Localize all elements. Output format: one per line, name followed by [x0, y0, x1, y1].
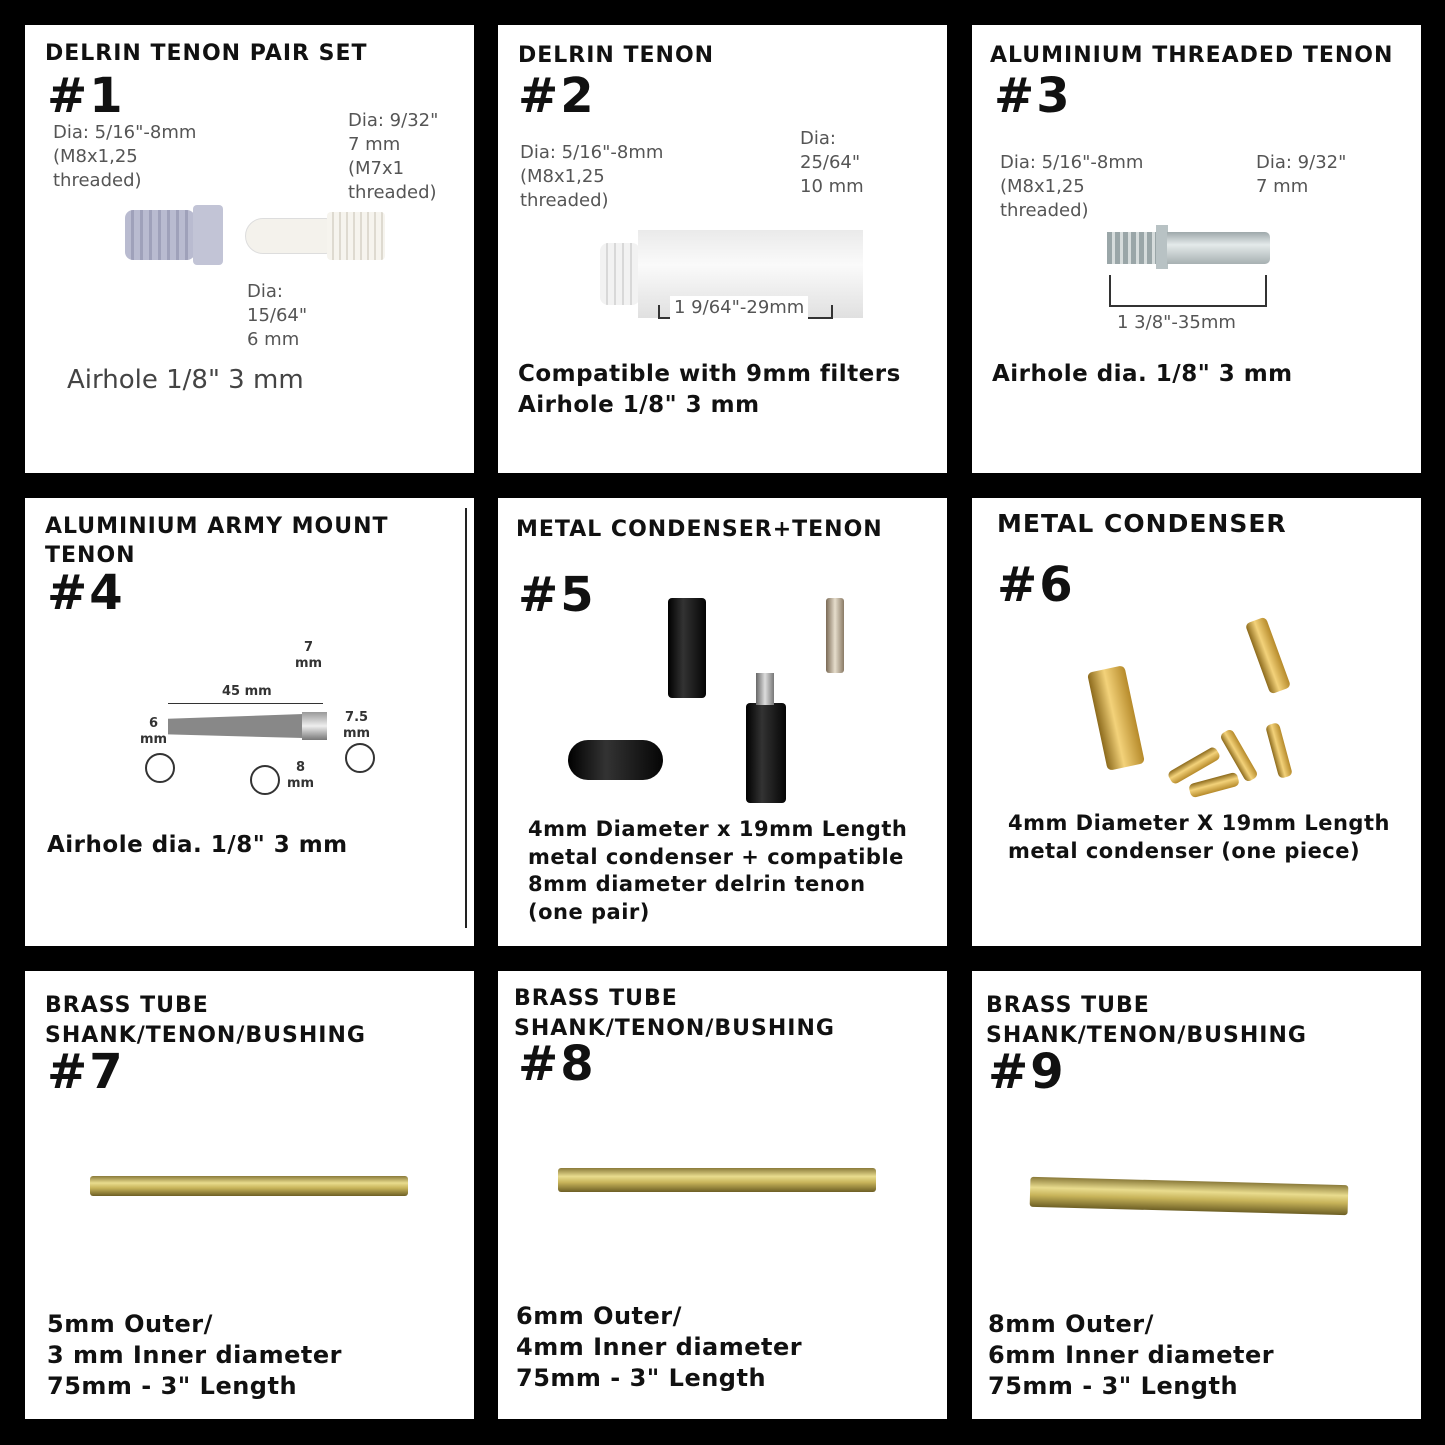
product-card-7[interactable]: [25, 971, 474, 1419]
product-title: BRASS TUBE SHANK/TENON/BUSHING: [986, 993, 1307, 1048]
product-number: #1: [47, 68, 125, 124]
annotation: Dia: 9/32" 7 mm (M7x1 threaded): [348, 110, 439, 203]
annotation: Dia: 5/16"-8mm (M8x1,25 threaded): [53, 122, 197, 191]
caption: Airhole 1/8" 3 mm: [67, 365, 304, 395]
dimension-label: 1 9/64"-29mm: [670, 296, 808, 320]
diameter-icon: [345, 743, 375, 773]
product-card-3[interactable]: [972, 25, 1421, 473]
caption: 4mm Diameter x 19mm Length metal condenser + compatible 8mm diameter delrin tenon (one pair): [528, 817, 908, 924]
product-number: #7: [47, 1044, 125, 1100]
brass-tube-image: [1030, 1177, 1349, 1215]
annotation: 6 mm: [140, 716, 168, 747]
brass-tube-image: [558, 1168, 876, 1192]
black-tenon-image: [568, 740, 663, 780]
product-number: #3: [994, 68, 1072, 124]
condenser-image: [756, 673, 774, 705]
product-card-1[interactable]: [25, 25, 474, 473]
army-tenon-image: [168, 714, 303, 738]
condenser-image: [1087, 665, 1145, 771]
product-title: BRASS TUBE SHANK/TENON/BUSHING: [45, 993, 366, 1048]
black-tenon-image: [668, 598, 706, 698]
product-card-4[interactable]: [25, 498, 474, 946]
tenon-collar-image: [193, 205, 223, 265]
aluminium-tenon-image: [1167, 232, 1270, 264]
brass-tube-image: [90, 1176, 408, 1196]
caption: 6mm Outer/ 4mm Inner diameter 75mm - 3" Length: [516, 1302, 803, 1392]
product-title: ALUMINIUM ARMY MOUNT TENON: [45, 514, 389, 568]
threaded-tenon-image: [125, 210, 195, 260]
annotation: Dia: 15/64" 6 mm: [247, 281, 308, 350]
dimension-line: [168, 703, 323, 704]
annotation: 45 mm: [222, 684, 272, 699]
dimension-label: 1 3/8"-35mm: [1117, 312, 1236, 333]
product-number: #8: [518, 1036, 596, 1092]
product-title: BRASS TUBE SHANK/TENON/BUSHING: [514, 986, 835, 1041]
caption: Compatible with 9mm filters Airhole 1/8" 3 mm: [518, 361, 901, 418]
caption: 4mm Diameter X 19mm Length metal condenser (one piece): [1008, 811, 1390, 863]
condenser-image: [1245, 616, 1291, 694]
caption: 8mm Outer/ 6mm Inner diameter 75mm - 3" Length: [988, 1310, 1275, 1400]
condenser-image: [1265, 722, 1293, 779]
product-card-5[interactable]: [498, 498, 947, 946]
dimension-bracket: [1109, 275, 1267, 307]
product-title: DELRIN TENON: [518, 43, 715, 68]
product-number: #4: [47, 565, 125, 621]
annotation: Dia: 5/16"-8mm (M8x1,25 threaded): [520, 142, 664, 211]
annotation: 8 mm: [287, 760, 315, 791]
tenon-tip-image: [302, 712, 327, 740]
condenser-image: [826, 598, 844, 673]
product-number: #9: [988, 1044, 1066, 1100]
divider: [465, 508, 467, 928]
black-tenon-condenser-image: [746, 703, 786, 803]
thread-image: [1107, 232, 1157, 264]
caption: 5mm Outer/ 3 mm Inner diameter 75mm - 3" Length: [47, 1310, 342, 1400]
product-card-6[interactable]: [972, 498, 1421, 946]
white-tenon-thread-image: [327, 212, 385, 260]
tenon-thread-image: [600, 243, 640, 305]
product-card-9[interactable]: [972, 971, 1421, 1419]
annotation: Dia: 25/64" 10 mm: [800, 128, 864, 197]
product-card-8[interactable]: [498, 971, 947, 1419]
product-number: #6: [997, 557, 1075, 613]
product-title: ALUMINIUM THREADED TENON: [990, 43, 1394, 68]
caption: Airhole dia. 1/8" 3 mm: [47, 832, 348, 858]
product-title: METAL CONDENSER+TENON: [516, 517, 883, 542]
caption: Airhole dia. 1/8" 3 mm: [992, 361, 1293, 387]
condenser-image: [1188, 772, 1240, 798]
product-title: DELRIN TENON PAIR SET: [45, 41, 368, 66]
diameter-icon: [145, 753, 175, 783]
annotation: Dia: 9/32" 7 mm: [1256, 152, 1347, 197]
annotation: 7 mm: [295, 640, 323, 671]
product-title: METAL CONDENSER: [997, 509, 1287, 538]
annotation: 7.5 mm: [343, 710, 371, 741]
product-card-2[interactable]: [498, 25, 947, 473]
diameter-icon: [250, 765, 280, 795]
product-number: #5: [518, 567, 596, 623]
annotation: Dia: 5/16"-8mm (M8x1,25 threaded): [1000, 152, 1144, 221]
white-tenon-image: [245, 218, 330, 254]
product-number: #2: [518, 68, 596, 124]
